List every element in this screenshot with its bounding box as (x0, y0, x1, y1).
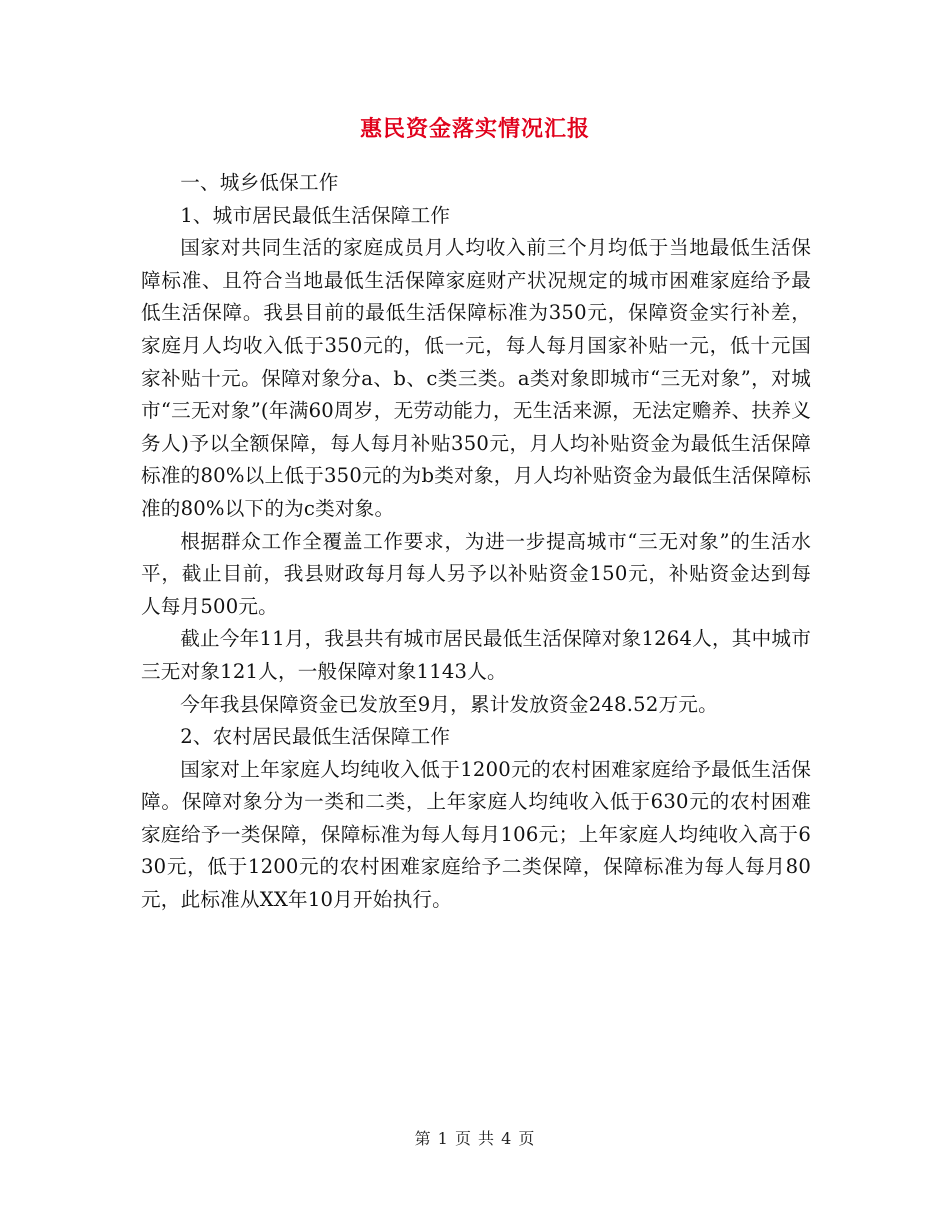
subsection-heading-rural: 2、农村居民最低生活保障工作 (180, 725, 451, 749)
paragraph-urban-subsidy: 根据群众工作全覆盖工作要求，为进一步提高城市“三无对象”的生活水平，截止目前，我县财政每月每人另予以补贴资金150元，补贴资金达到每人每月500元。 (141, 529, 811, 618)
document-title: 惠民资金落实情况汇报 (359, 116, 590, 142)
page-footer: 第 1 页 共 4 页 (414, 1129, 536, 1148)
paragraph-rural-policy: 国家对上年家庭人均纯收入低于1200元的农村困难家庭给予最低生活保障。保障对象分为一类和二类，上年家庭人均纯收入低于630元的农村困难家庭给予一类保障，保障标准为每人每月106元；上年家庭人均纯收入高于630元，低于1200元的农村困难家庭给予二类保障，保障标准为每人每月80元，此标准从XX年10月开始执行。 (141, 757, 811, 912)
section-heading: 一、城乡低保工作 (180, 171, 339, 194)
document-body (141, 167, 811, 917)
paragraph-urban-policy: 国家对共同生活的家庭成员月人均收入前三个月均低于当地最低生活保障标准、且符合当地最低生活保障家庭财产状况规定的城市困难家庭给予最低生活保障。我县目前的最低生活保障标准为350元，保障资金实行补差，家庭月人均收入低于350元的，低一元，每人每月国家补贴一元，低十元国家补贴十元。保障对象分a、b、c类三类。a类对象即城市“三无对象”，对城市“三无对象”(年满60周岁，无劳动能力，无生活来源，无法定赡养、扶养义务人)予以全额保障，每人每月补贴350元，月人均补贴资金为最低生活保障标准的80%以上低于350元的为b类对象，月人均补贴资金为最低生活保障标准的80%以下的为c类对象。 (141, 236, 811, 520)
subsection-heading-urban: 1、城市居民最低生活保障工作 (180, 203, 451, 227)
paragraph-urban-funds: 今年我县保障资金已发放至9月，累计发放资金248.52万元。 (180, 692, 718, 716)
paragraph-urban-count: 截止今年11月，我县共有城市居民最低生活保障对象1264人，其中城市三无对象121人，一般保障对象1143人。 (141, 627, 811, 683)
